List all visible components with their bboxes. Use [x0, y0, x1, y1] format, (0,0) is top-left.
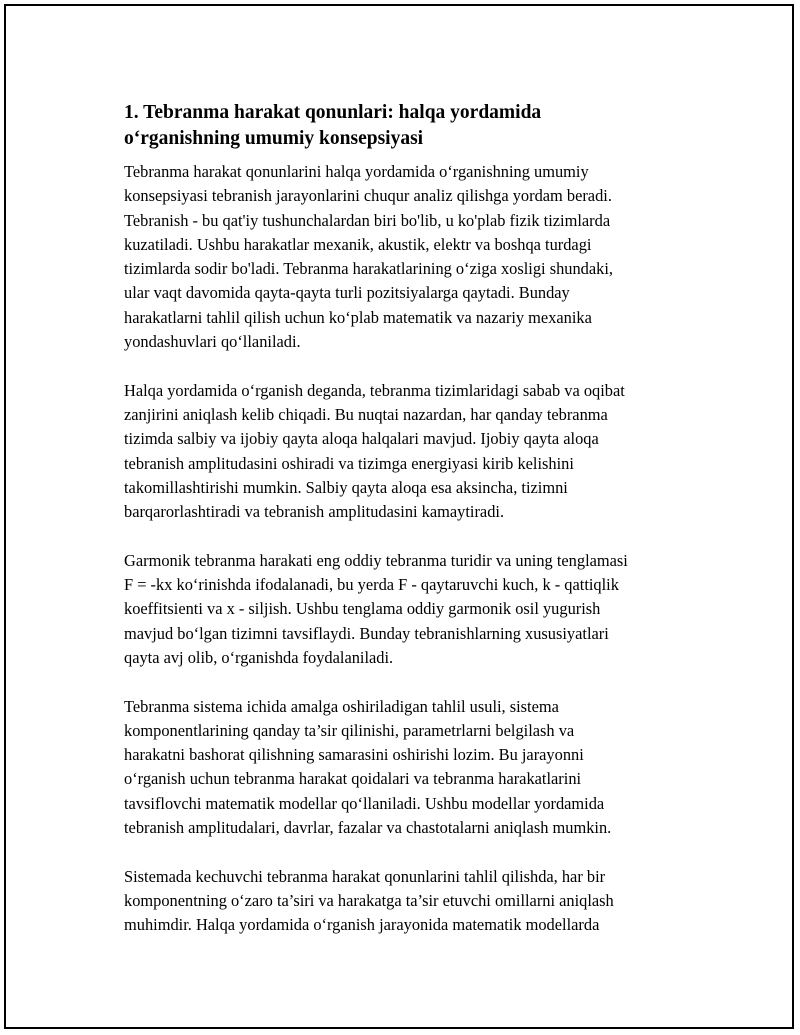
- text-line: konsepsiyasi tebranish jarayonlarini chuqur analiz qilishga yordam beradi.: [124, 186, 612, 206]
- text-line: muhimdir. Halqa yordamida o‘rganish jarayonida matematik modellarda: [124, 915, 600, 935]
- text-line: harakatni bashorat qilishning samarasini oshirishi lozim. Bu jarayonni: [124, 745, 584, 765]
- text-line: koeffitsienti va x - siljish. Ushbu tenglama oddiy garmonik osil yugurish: [124, 599, 601, 619]
- document-body: [124, 100, 704, 962]
- text-line: Garmonik tebranma harakati eng oddiy tebranma turidir va uning tenglamasi: [124, 550, 628, 570]
- text-line: barqarorlashtiradi va tebranish amplitudasini kamaytiradi.: [124, 502, 505, 522]
- text-line: F = -kx ko‘rinishda ifodalanadi, bu yerda F - qaytaruvchi kuch, k - qattiqlik: [124, 575, 619, 595]
- text-line: tavsiflovchi matematik modellar qo‘llaniladi. Ushbu modellar yordamida: [124, 793, 605, 813]
- text-line: Halqa yordamida o‘rganish deganda, tebranma tizimlaridagi sabab va oqibat: [124, 380, 625, 400]
- paragraph-analysis-method: [124, 695, 704, 841]
- heading-line: 1. Tebranma harakat qonunlari: halqa yordamida: [124, 102, 542, 123]
- text-line: kuzatiladi. Ushbu harakatlar mexanik, akustik, elektr va boshqa turdagi: [124, 234, 592, 254]
- text-line: Sistemada kechuvchi tebranma harakat qonunlarini tahlil qilishda, har bir: [124, 866, 606, 886]
- paragraph-system-components: [124, 865, 704, 938]
- text-line: komponentlarining qanday ta’sir qilinishi, parametrlarni belgilash va: [124, 720, 575, 740]
- text-line: takomillashtirishi mumkin. Salbiy qayta aloqa esa aksincha, tizimni: [124, 477, 568, 497]
- text-line: tebranish amplitudalari, davrlar, fazalar va chastotalarni aniqlash mumkin.: [124, 818, 612, 838]
- heading-line: o‘rganishning umumiy konsepsiyasi: [124, 128, 424, 149]
- text-line: Tebranish - bu qat'iy tushunchalardan biri bo'lib, u ko'plab fizik tizimlarda: [124, 210, 611, 230]
- text-line: ular vaqt davomida qayta-qayta turli pozitsiyalarga qaytadi. Bunday: [124, 283, 570, 303]
- text-line: Tebranma harakat qonunlarini halqa yordamida o‘rganishning umumiy: [124, 162, 589, 181]
- text-line: tebranish amplitudasini oshiradi va tizimga energiyasi kirib kelishini: [124, 453, 574, 473]
- text-line: tizimda salbiy va ijobiy qayta aloqa halqalari mavjud. Ijobiy qayta aloqa: [124, 429, 599, 449]
- paragraph-harmonic-motion: [124, 549, 704, 670]
- text-line: komponentning o‘zaro ta’siri va harakatga ta’sir etuvchi omillarni aniqlash: [124, 890, 614, 910]
- text-line: zanjirini aniqlash kelib chiqadi. Bu nuqtai nazardan, har qanday tebranma: [124, 404, 608, 424]
- text-line: harakatlarni tahlil qilish uchun ko‘plab matematik va nazariy mexanika: [124, 307, 592, 327]
- text-line: mavjud bo‘lgan tizimni tavsiflaydi. Bunday tebranishlarning xususiyatlari: [124, 623, 609, 643]
- text-line: yondashuvlari qo‘llaniladi.: [124, 332, 301, 352]
- paragraph-intro: [124, 160, 704, 354]
- text-line: o‘rganish uchun tebranma harakat qoidalari va tebranma harakatlarini: [124, 769, 582, 789]
- text-line: Tebranma sistema ichida amalga oshiriladigan tahlil usuli, sistema: [124, 696, 559, 716]
- page-frame: [4, 4, 794, 1029]
- section-heading: [124, 100, 704, 152]
- paragraph-feedback-loops: [124, 379, 704, 525]
- text-line: qayta avj olib, o‘rganishda foydalaniladi.: [124, 647, 394, 667]
- text-line: tizimlarda sodir bo'ladi. Tebranma harakatlarining o‘ziga xosligi shundaki,: [124, 259, 613, 279]
